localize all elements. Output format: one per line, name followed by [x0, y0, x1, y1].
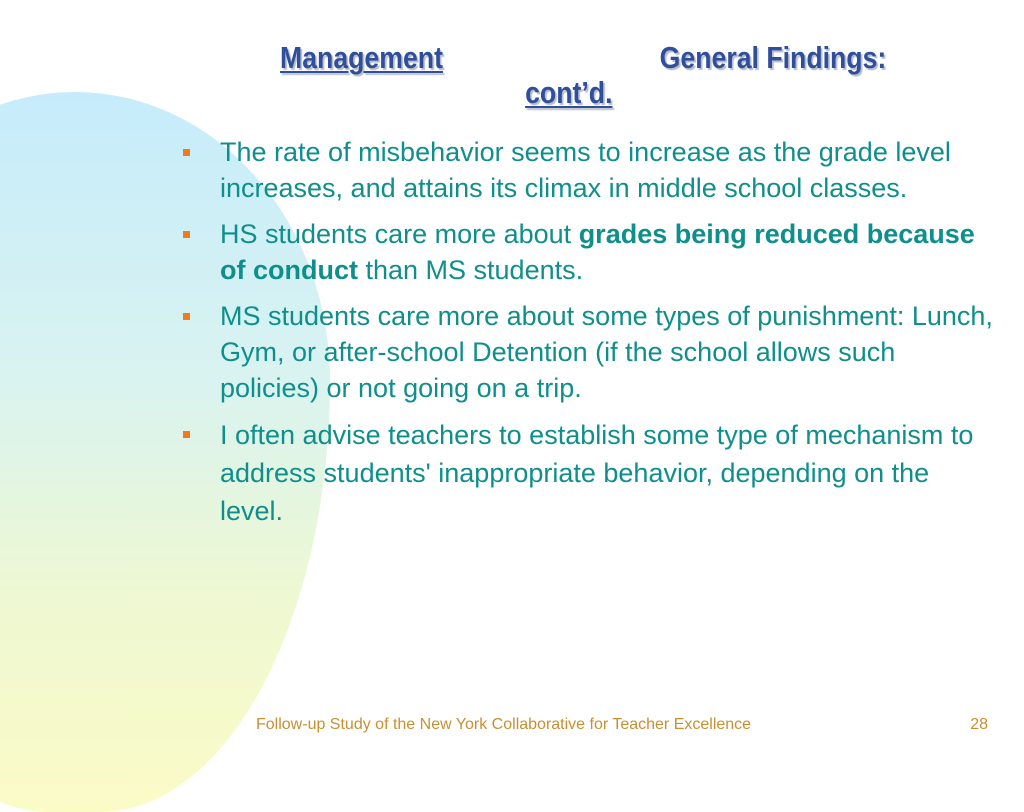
bullet-item: [183, 416, 993, 530]
bullet-marker-icon: [183, 231, 190, 238]
bullet-text: The rate of misbehavior seems to increase as the grade level increases, and attains its climax in middle school classes.: [220, 137, 951, 203]
title-part-2: General Findings:: [659, 40, 887, 75]
footer-text: Follow-up Study of the New York Collaborative for Teacher Excellence: [256, 716, 752, 733]
title-part-3: cont’d.: [525, 75, 613, 110]
bullet-text-before: HS students care more about: [220, 219, 579, 249]
bullet-text: MS students care more about some types of punishment: Lunch, Gym, or after-school Detention (if the school allows such policies) or not going on a trip.: [220, 301, 993, 403]
slide-title: [280, 40, 887, 110]
title-part-1: Management: [280, 40, 443, 75]
bullet-item: [183, 216, 993, 288]
bullet-item: [183, 298, 993, 406]
bullet-text: I often advise teachers to establish some type of mechanism to address students' inappropriate behavior, depending on the level.: [220, 420, 974, 526]
bullet-marker-icon: [183, 431, 190, 438]
bullet-list: [183, 134, 993, 540]
page-number: 28: [970, 716, 988, 733]
bullet-bold-text: grades being reduced because of conduct: [220, 219, 975, 285]
bullet-marker-icon: [183, 149, 190, 156]
bullet-item: [183, 134, 993, 206]
bullet-marker-icon: [183, 313, 190, 320]
bullet-text-after: than MS students.: [357, 255, 584, 285]
